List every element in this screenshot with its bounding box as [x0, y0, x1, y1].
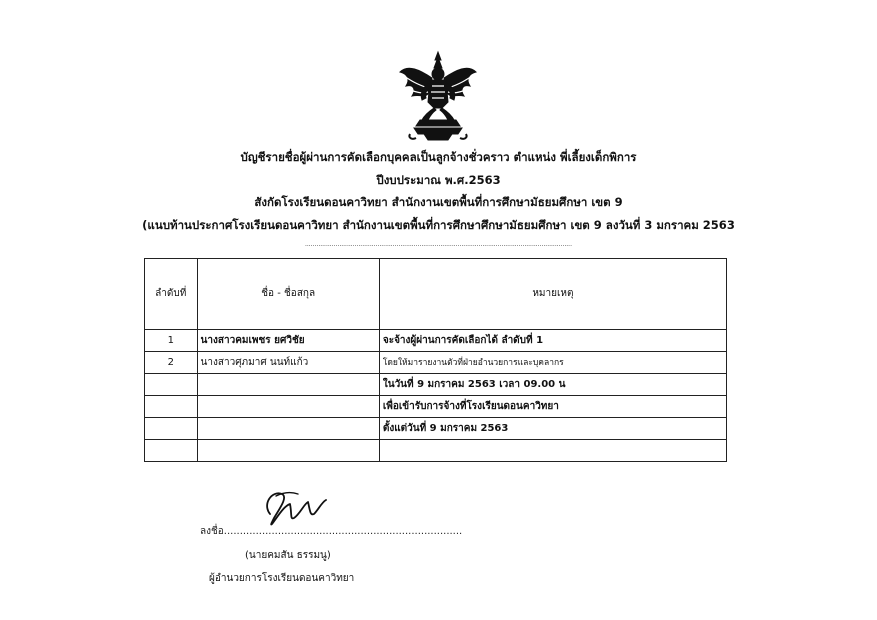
candidate-table — [144, 258, 727, 462]
cell-name — [197, 418, 379, 440]
cell-name: นางสาวศุภมาศ นนท์แก้ว — [197, 352, 379, 374]
fiscal-year: ปีงบประมาณ พ.ศ.2563 — [376, 173, 501, 187]
table-row — [145, 330, 727, 352]
header-remark: หมายเหตุ — [379, 259, 726, 330]
cell-rank — [145, 396, 198, 418]
cell-remark: ตั้งแต่วันที่ 9 มกราคม 2563 — [379, 418, 726, 440]
cell-name — [197, 440, 379, 462]
cell-rank — [145, 418, 198, 440]
table-row — [145, 418, 727, 440]
cell-remark: เพื่อเข้ารับการจ้างที่โรงเรียนดอนคาวิทยา — [379, 396, 726, 418]
cell-remark: ในวันที่ 9 มกราคม 2563 เวลา 09.00 น — [379, 374, 726, 396]
garuda-emblem-icon — [398, 50, 478, 142]
table-row — [145, 440, 727, 462]
header-name: ชื่อ - ชื่อสกุล — [197, 259, 379, 330]
cell-name — [197, 374, 379, 396]
cell-rank: 1 — [145, 330, 198, 352]
cell-name: นางสาวคมเพชร ยศวิชัย — [197, 330, 379, 352]
signer-title: ผู้อำนวยการโรงเรียนดอนคาวิทยา — [209, 573, 355, 584]
cell-name — [197, 396, 379, 418]
affiliation: สังกัดโรงเรียนดอนคาวิทยา สำนักงานเขตพื้นที่การศึกษามัธยมศึกษา เขต 9 — [254, 195, 623, 209]
cell-remark: โดยให้มารายงานตัวที่ฝ่ายอำนวยการและบุคลากร — [379, 352, 726, 374]
table-row — [145, 374, 727, 396]
cell-rank — [145, 374, 198, 396]
cell-rank: 2 — [145, 352, 198, 374]
attachment-note: (แนบท้านประกาศโรงเรียนดอนคาวิทยา สำนักงานเขตพื้นที่การศึกษาศึกษามัธยมศึกษา เขต 9 ลงวันที่ 3 มกราคม 2563 — [142, 218, 735, 232]
sign-label: ลงชื่อ........................................................................... — [200, 526, 463, 537]
table-header-row — [145, 259, 727, 330]
signer-name: (นายคมสัน ธรรมนู) — [245, 550, 331, 561]
header-divider: ............................................................................................................................................ — [304, 241, 572, 248]
cell-remark: จะจ้างผู้ผ่านการคัดเลือกได้ ลำดับที่ 1 — [379, 330, 726, 352]
table-row — [145, 352, 727, 374]
cell-rank — [145, 440, 198, 462]
document-title: บัญชีรายชื่อผู้ผ่านการคัดเลือกบุคคลเป็นลูกจ้างชั่วคราว ตำแหน่ง พี่เลี้ยงเด็กพิการ — [240, 150, 637, 164]
cell-remark — [379, 440, 726, 462]
table-row — [145, 396, 727, 418]
header-rank: ลำดับที่ — [145, 259, 198, 330]
